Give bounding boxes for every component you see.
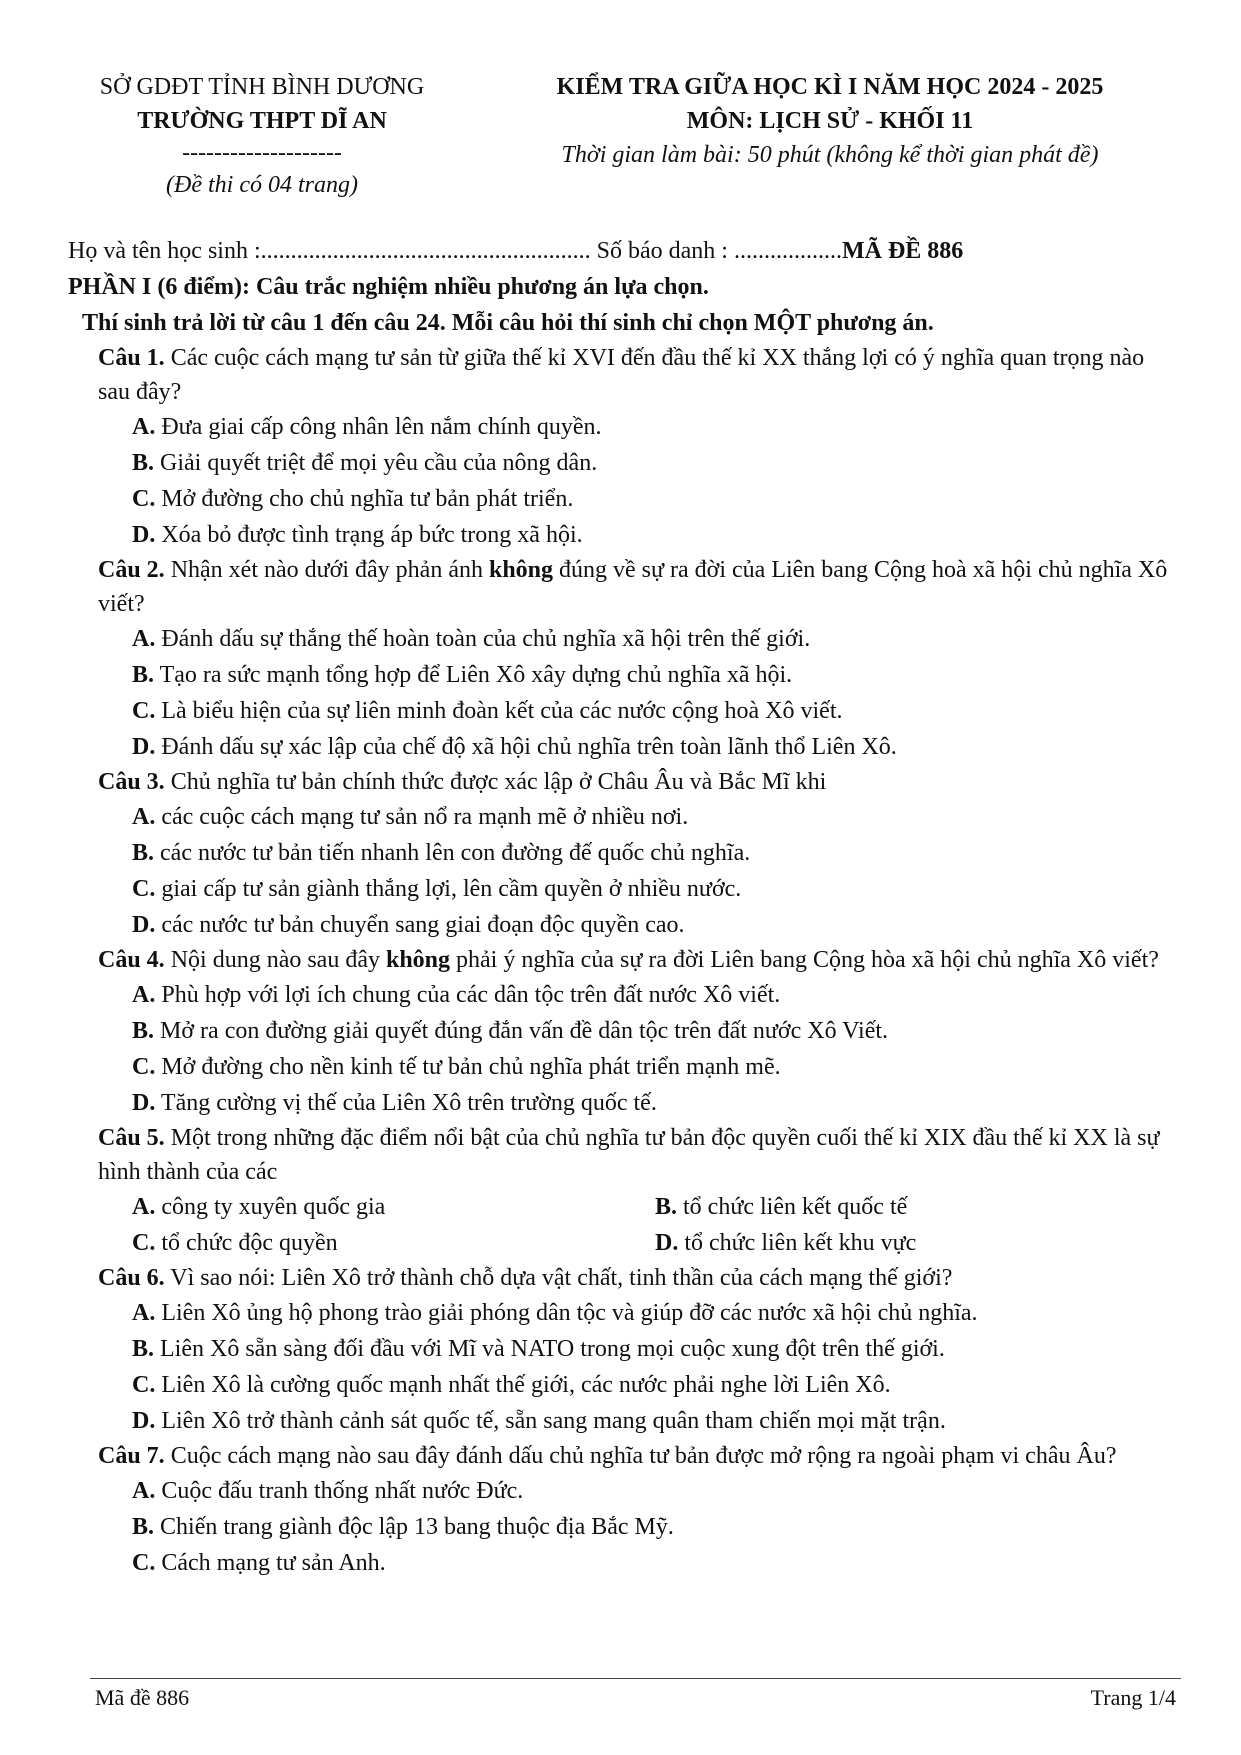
option-letter: B. [132, 1336, 155, 1362]
question-5 [98, 1121, 1178, 1189]
question-label: Câu 7. [98, 1443, 165, 1469]
option-7c [132, 1545, 1178, 1581]
question-text: Cuộc cách mạng nào sau đây đánh dấu chủ nghĩa tư bản được mở rộng ra ngoài phạm vi châu Âu? [170, 1443, 1117, 1469]
option-text: Tạo ra sức mạnh tổng hợp để Liên Xô xây dựng chủ nghĩa xã hội. [159, 662, 793, 688]
header-left [62, 70, 462, 202]
option-letter: C. [132, 486, 156, 512]
option-text: giai cấp tư sản giành thắng lợi, lên cầm quyền ở nhiều nước. [161, 876, 742, 902]
option-2a [132, 621, 1178, 657]
option-text: tổ chức liên kết quốc tế [683, 1194, 908, 1220]
option-letter: A. [132, 804, 156, 830]
option-letter: B. [132, 662, 155, 688]
exam-content [68, 233, 1178, 1581]
option-7b [132, 1509, 1178, 1545]
option-letter: C. [132, 1054, 156, 1080]
option-letter: A. [132, 1478, 156, 1504]
option-letter: D. [132, 912, 156, 938]
option-6b [132, 1331, 1178, 1367]
option-text: Mở ra con đường giải quyết đúng đắn vấn đề dân tộc trên đất nước Xô Viết. [160, 1018, 889, 1044]
option-4b [132, 1013, 1178, 1049]
question-label: Câu 2. [98, 557, 165, 583]
option-letter: D. [132, 734, 156, 760]
question-emphasis: không [488, 557, 554, 583]
option-2d [132, 729, 1178, 765]
option-text: Xóa bỏ được tình trạng áp bức trong xã hội. [161, 522, 583, 548]
page-footer [95, 1685, 1176, 1711]
option-3a [132, 799, 1178, 835]
option-4d [132, 1085, 1178, 1121]
department-name: SỞ GDĐT TỈNH BÌNH DƯƠNG [99, 74, 425, 100]
subject-title: MÔN: LỊCH SỬ - KHỐI 11 [686, 108, 974, 134]
option-text: Liên Xô trở thành cảnh sát quốc tế, sẵn sang mang quân tham chiến mọi mặt trận. [161, 1408, 946, 1434]
student-info-row [68, 233, 1178, 269]
option-text: tổ chức liên kết khu vực [684, 1230, 917, 1256]
option-1c [132, 481, 1178, 517]
option-text: Chiến trang giành độc lập 13 bang thuộc địa Bắc Mỹ. [160, 1514, 674, 1540]
option-letter: A. [132, 414, 156, 440]
option-text: các nước tư bản chuyển sang giai đoạn độc quyền cao. [161, 912, 685, 938]
question-label: Câu 6. [98, 1265, 165, 1291]
question-label: Câu 5. [98, 1125, 165, 1151]
question-text-post: phải ý nghĩa của sự ra đời Liên bang Cộng hòa xã hội chủ nghĩa Xô viết? [456, 947, 1159, 973]
option-6a [132, 1295, 1178, 1331]
option-text: tổ chức độc quyền [161, 1230, 338, 1256]
option-2b [132, 657, 1178, 693]
option-5a [132, 1189, 655, 1225]
option-text: Phù hợp với lợi ích chung của các dân tộc trên đất nước Xô viết. [161, 982, 781, 1008]
question-emphasis: không [385, 947, 451, 973]
option-3c [132, 871, 1178, 907]
question-text-post: đúng về sự ra đời của Liên bang Cộng hoà xã hội chủ nghĩa Xô viết? [98, 557, 1168, 617]
option-text: Liên Xô là cường quốc mạnh nhất thế giới, các nước phải nghe lời Liên Xô. [161, 1372, 891, 1398]
footer-divider [90, 1678, 1181, 1679]
option-text: Tăng cường vị thế của Liên Xô trên trường quốc tế. [160, 1090, 657, 1116]
option-1b [132, 445, 1178, 481]
option-text: Là biểu hiện của sự liên minh đoàn kết của các nước cộng hoà Xô viết. [161, 698, 843, 724]
question-4 [98, 943, 1178, 977]
footer-page-number: Trang 1/4 [1090, 1685, 1176, 1710]
question-text-pre: Nội dung nào sau đây [170, 947, 380, 973]
question-text-pre: Nhận xét nào dưới đây phản ánh [170, 557, 483, 583]
question-text: Các cuộc cách mạng tư sản từ giữa thế kỉ XVI đến đầu thế kỉ XX thắng lợi có ý nghĩa quan trọng nào sau đây? [98, 345, 1145, 405]
exam-title: KIỂM TRA GIỮA HỌC KÌ I NĂM HỌC 2024 - 2025 [556, 74, 1104, 100]
option-text: Mở đường cho chủ nghĩa tư bản phát triển. [161, 486, 574, 512]
option-3d [132, 907, 1178, 943]
option-text: Mở đường cho nền kinh tế tư bản chủ nghĩa phát triển mạnh mẽ. [161, 1054, 781, 1080]
option-text: các nước tư bản tiến nhanh lên con đường đế quốc chủ nghĩa. [160, 840, 751, 866]
option-letter: D. [132, 1090, 156, 1116]
student-id-field: Số báo danh : .................. [596, 238, 842, 264]
option-letter: A. [132, 1194, 156, 1220]
question-1 [98, 341, 1178, 409]
option-letter: C. [132, 1550, 156, 1576]
option-1d [132, 517, 1178, 553]
option-letter: B. [132, 450, 155, 476]
question-label: Câu 1. [98, 345, 165, 371]
option-2c [132, 693, 1178, 729]
question-text: Một trong những đặc điểm nổi bật của chủ nghĩa tư bản độc quyền cuối thế kỉ XIX đầu thế kỉ XX là sự hình thành của các [98, 1125, 1160, 1185]
school-name: TRƯỜNG THPT DĨ AN [137, 108, 387, 134]
option-letter: B. [132, 1018, 155, 1044]
header-dashes: -------------------- [182, 140, 342, 166]
option-letter: A. [132, 626, 156, 652]
question-7 [98, 1439, 1178, 1473]
option-text: Đánh dấu sự thắng thế hoàn toàn của chủ nghĩa xã hội trên thế giới. [161, 626, 811, 652]
question-3 [98, 765, 1178, 799]
option-letter: B. [132, 840, 155, 866]
option-letter: C. [132, 1230, 156, 1256]
question-label: Câu 3. [98, 769, 165, 795]
option-6c [132, 1367, 1178, 1403]
option-1a [132, 409, 1178, 445]
pages-note: (Đề thi có 04 trang) [166, 172, 358, 198]
option-text: Đưa giai cấp công nhân lên nắm chính quyền. [161, 414, 602, 440]
option-letter: D. [132, 1408, 156, 1434]
option-5c [132, 1225, 655, 1261]
option-letter: D. [132, 522, 156, 548]
exam-duration: Thời gian làm bài: 50 phút (không kể thời gian phát đề) [561, 142, 1099, 168]
student-name-field: Họ và tên học sinh :....................................................... [68, 238, 591, 264]
section-title: PHẦN I (6 điểm): Câu trắc nghiệm nhiều phương án lựa chọn. [68, 274, 709, 300]
option-text: Liên Xô sẵn sàng đối đầu với Mĩ và NATO trong mọi cuộc xung đột trên thế giới. [160, 1336, 945, 1362]
footer-exam-code: Mã đề 886 [95, 1685, 190, 1710]
question-text: Vì sao nói: Liên Xô trở thành chỗ dựa vật chất, tinh thần của cách mạng thế giới? [170, 1265, 953, 1291]
question-label: Câu 4. [98, 947, 165, 973]
question-6 [98, 1261, 1178, 1295]
option-letter: D. [655, 1230, 679, 1256]
option-letter: C. [132, 1372, 156, 1398]
option-text: Cuộc đấu tranh thống nhất nước Đức. [161, 1478, 524, 1504]
option-letter: A. [132, 1300, 156, 1326]
option-7a [132, 1473, 1178, 1509]
option-letter: C. [132, 876, 156, 902]
option-letter: B. [132, 1514, 155, 1540]
header-right [480, 70, 1180, 172]
option-text: Cách mạng tư sản Anh. [161, 1550, 386, 1576]
option-text: Liên Xô ủng hộ phong trào giải phóng dân tộc và giúp đỡ các nước xã hội chủ nghĩa. [161, 1300, 978, 1326]
option-row-5cd [132, 1225, 1178, 1261]
option-6d [132, 1403, 1178, 1439]
option-5b [655, 1189, 1178, 1225]
option-letter: A. [132, 982, 156, 1008]
exam-code: MÃ ĐỀ 886 [841, 238, 964, 264]
option-4a [132, 977, 1178, 1013]
option-4c [132, 1049, 1178, 1085]
option-letter: C. [132, 698, 156, 724]
question-text: Chủ nghĩa tư bản chính thức được xác lập ở Châu Âu và Bắc Mĩ khi [170, 769, 827, 795]
option-5d [655, 1225, 1178, 1261]
option-text: Đánh dấu sự xác lập của chế độ xã hội chủ nghĩa trên toàn lãnh thổ Liên Xô. [161, 734, 897, 760]
section-instruction: Thí sinh trả lời từ câu 1 đến câu 24. Mỗi câu hỏi thí sinh chỉ chọn MỘT phương án. [82, 310, 934, 336]
option-text: công ty xuyên quốc gia [161, 1194, 386, 1220]
option-letter: B. [655, 1194, 678, 1220]
option-3b [132, 835, 1178, 871]
option-text: các cuộc cách mạng tư sản nổ ra mạnh mẽ ở nhiều nơi. [161, 804, 689, 830]
option-row-5ab [132, 1189, 1178, 1225]
question-2 [98, 553, 1178, 621]
option-text: Giải quyết triệt để mọi yêu cầu của nông dân. [160, 450, 598, 476]
